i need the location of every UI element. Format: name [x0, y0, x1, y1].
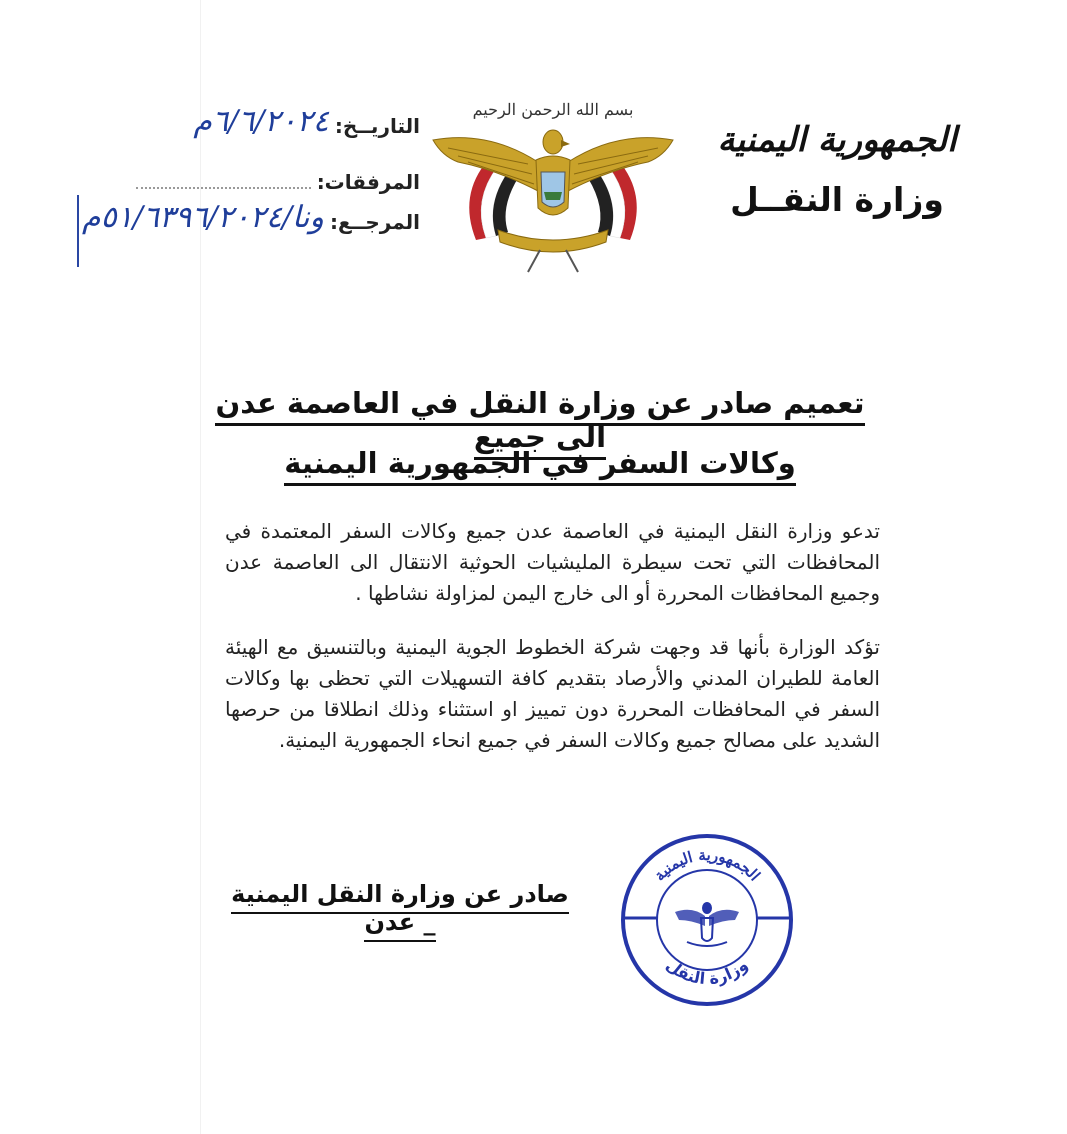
handwritten-margin-line [77, 195, 79, 267]
ministry-header [707, 118, 967, 220]
date-label: التاريــخ: [334, 114, 420, 138]
reference-label: المرجــع: [330, 210, 420, 234]
body-paragraph-2: تؤكد الوزارة بأنها قد وجهت شركة الخطوط الجوية اليمنية وبالتنسيق مع الهيئة العامة للطيران المدني والأرصاد بتقديم كافة التسهيلات التي تحظى بها وكالات السفر في المحافظات المحررة دون تمييز او استثناء وذلك انطلاقا من حرصها الشديد على مصالح جميع وكالات السفر في جميع انحاء الجمهورية اليمنية. [225, 635, 880, 752]
republic-name: الجمهورية اليمنية [717, 120, 957, 160]
ministry-name: وزارة النقــل [730, 180, 944, 219]
eagle-emblem-icon [428, 100, 678, 275]
basmala-text: بسم الله الرحمن الرحيم [472, 100, 634, 119]
reference-value: ونا/٥١/٦٣٩٦/٢٠٢٤م [82, 200, 325, 235]
reference-row [82, 202, 420, 234]
stamp-bottom-text: وزارة النقل [662, 955, 752, 989]
attachments-dotted-line [136, 177, 311, 189]
ministry-stamp-icon [617, 830, 797, 1010]
date-value: ٦/٦/٢٠٢٤م [193, 104, 329, 139]
date-row [193, 106, 420, 138]
attachments-row [136, 170, 420, 194]
circular-title-line-1: تعميم صادر عن وزارة النقل في العاصمة عدن الى جميع [210, 386, 870, 454]
issuer-signature-line: صادر عن وزارة النقل اليمنية _ عدن [225, 880, 575, 936]
svg-text:الجمهورية اليمنية [650, 846, 763, 885]
circular-title-line-2: وكالات السفر في الجمهورية اليمنية [210, 446, 870, 480]
stamp-top-text: الجمهورية اليمنية [650, 845, 764, 885]
svg-text:وزارة النقل [663, 955, 752, 988]
body-paragraph-1: تدعو وزارة النقل اليمنية في العاصمة عدن جميع وكالات السفر المعتمدة في المحافظات التي تحت سيطرة المليشيات الحوثية الانتقال الى العاصمة عدن وجميع المحافظات المحررة أو الى خارج اليمن لمزاولة نشاطها . [225, 519, 880, 605]
attachments-label: المرفقات: [316, 170, 420, 194]
